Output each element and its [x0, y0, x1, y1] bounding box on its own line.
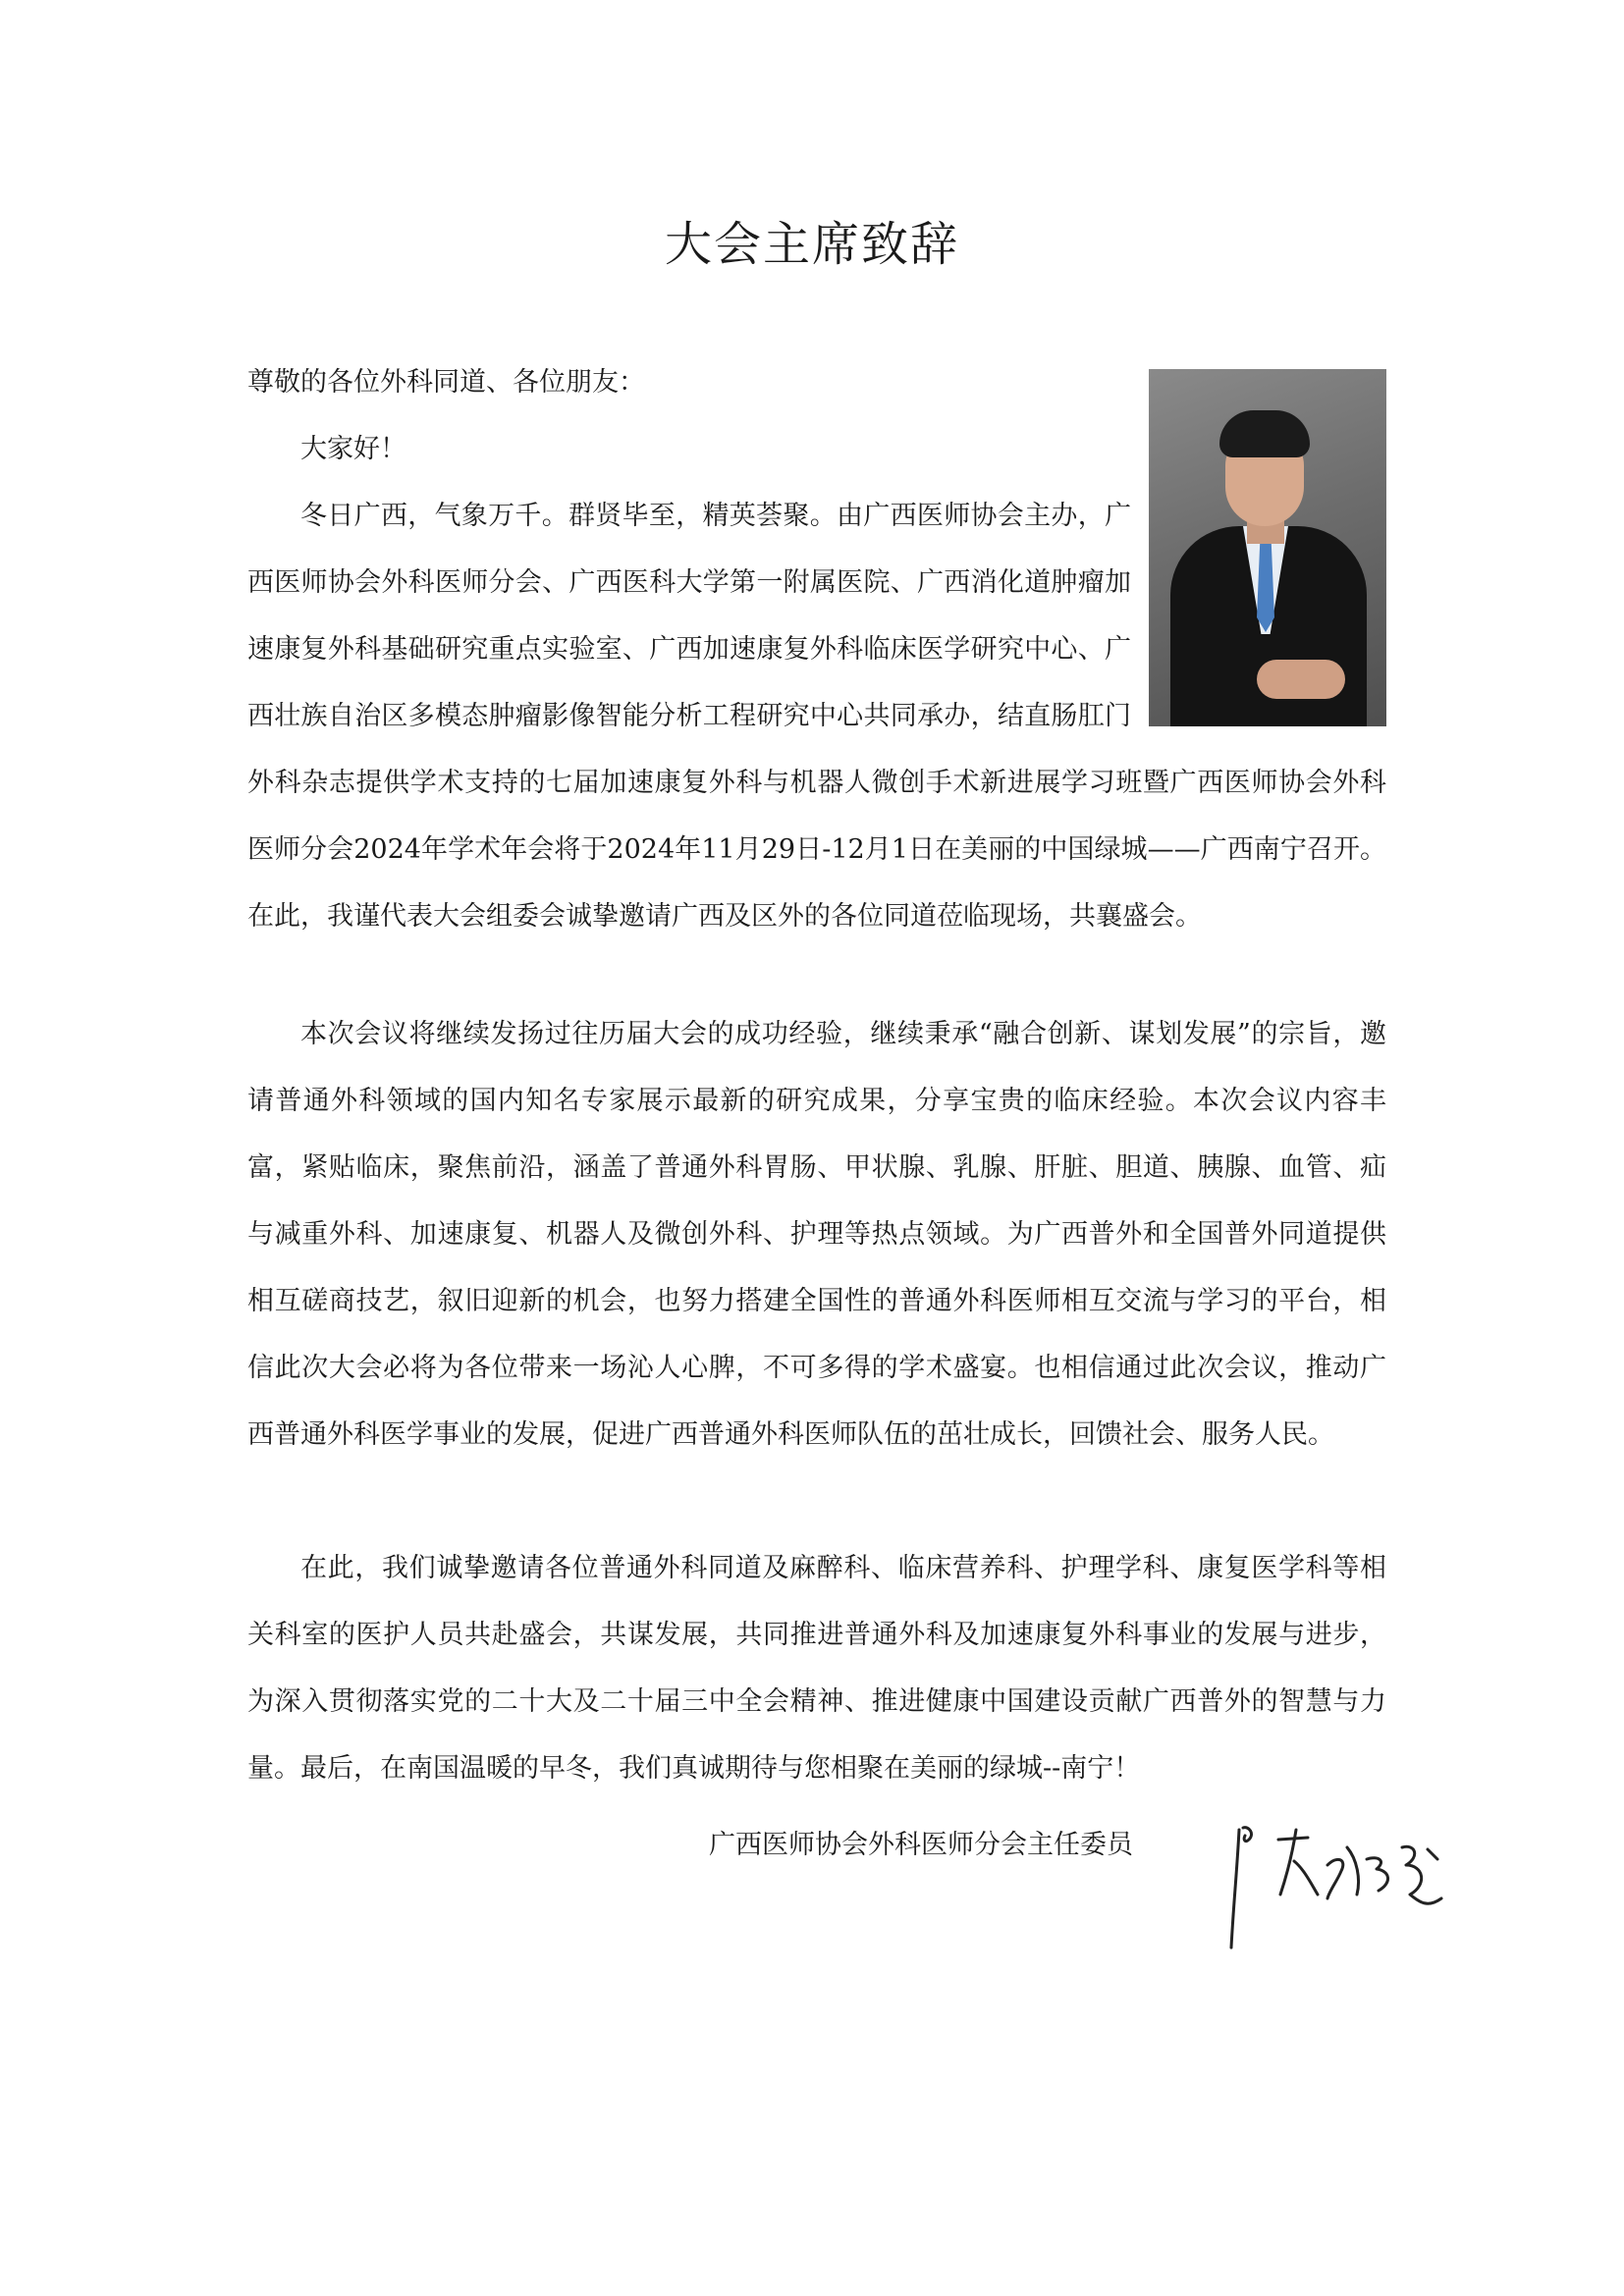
signature-icon — [1210, 1800, 1485, 1957]
portrait-photo — [1149, 369, 1386, 726]
greeting: 大家好！ — [300, 434, 406, 464]
paragraph-2: 本次会议将继续发扬过往历届大会的成功经验，继续秉承“融合创新、谋划发展”的宗旨，邀请普通外科领域的国内知名专家展示最新的研究成果，分享宝贵的临床经验。本次会议内容丰富，紧贴临床，聚焦前沿，涵盖了普通外科胃肠、甲状腺、乳腺、肝脏、胆道、胰腺、血管、疝与减重外科、加速康复、机器人及微创外科、护理等热点领域。为广西普外和全国普外同道提供相互磋商技艺，叙旧迎新的机会，也努力搭建全国性的普通外科医师相互交流与学习的平台，相信此次大会必将为各位带来一场沁人心脾，不可多得的学术盛宴。也相信通过此次会议，推动广西普通外科医学事业的发展，促进广西普通外科医师队伍的茁壮成长，回馈社会、服务人民。 — [247, 1019, 1386, 1450]
page-title: 大会主席致辞 — [664, 217, 959, 272]
paragraph-1: 冬日广西，气象万千。群贤毕至，精英荟聚。由广西医师协会主办，广西医师协会外科医师分会、广西医科大学第一附属医院、广西消化道肿瘤加速康复外科基础研究重点实验室、广西加速康复外科临床医学研究中心、广西壮族自治区多模态肿瘤影像智能分析工程研究中心共同承办，结直肠肛门外科杂志提供学术支持的七届加速康复外科与机器人微创手术新进展学习班暨广西医师协会外科医师分会2024年学术年会将于2024年11月29日-12月1日在美丽的中国绿城——广西南宁召开。在此，我谨代表大会组委会诚挚邀请广西及区外的各位同道莅临现场，共襄盛会。 — [247, 501, 1386, 932]
signer-title: 广西医师协会外科医师分会主任委员 — [709, 1830, 1133, 1860]
paragraph-3: 在此，我们诚挚邀请各位普通外科同道及麻醉科、临床营养科、护理学科、康复医学科等相关科室的医护人员共赴盛会，共谋发展，共同推进普通外科及加速康复外科事业的发展与进步，为深入贯彻落实党的二十大及二十届三中全会精神、推进健康中国建设贡献广西普外的智慧与力量。最后，在南国温暖的早冬，我们真诚期待与您相聚在美丽的绿城--南宁！ — [247, 1553, 1386, 1784]
paragraph-1-block — [247, 483, 1386, 950]
salutation: 尊敬的各位外科同道、各位朋友： — [247, 367, 645, 398]
